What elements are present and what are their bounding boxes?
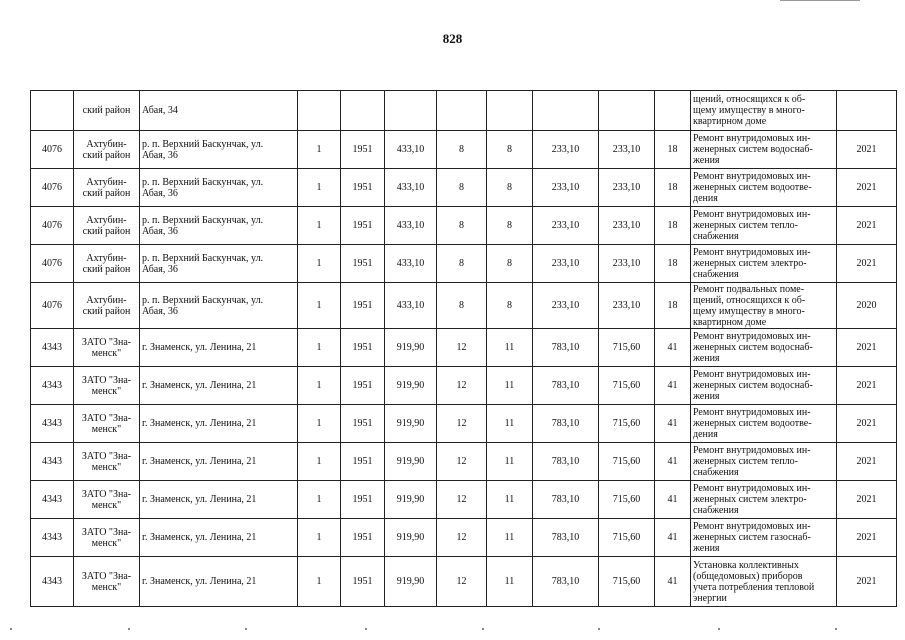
work-type-cell: Ремонт внутридомовых ин- женерных систем водоснаб- жения [691,131,837,169]
table-row [31,329,897,367]
count-cell [298,91,341,131]
count-cell: 1 [298,557,341,607]
row-id: 4343 [31,481,74,519]
private-area-cell: 715,60 [599,519,655,557]
units-cell: 8 [487,169,533,207]
table-row [31,443,897,481]
district-cell: Ахтубин- ский район [74,283,140,329]
page-number: 828 [442,31,463,46]
living-area-cell: 233,10 [533,131,599,169]
count-cell: 1 [298,405,341,443]
work-type-cell: Ремонт внутридомовых ин- женерных систем тепло- снабжения [691,207,837,245]
table-body [31,91,897,607]
units-cell: 8 [487,245,533,283]
row-id: 4076 [31,131,74,169]
row-id: 4076 [31,283,74,329]
scan-dot [365,628,367,630]
table-row [31,245,897,283]
scan-dot [245,628,247,630]
total-area-cell: 433,10 [385,207,437,245]
table-row [31,405,897,443]
build-year-cell: 1951 [341,367,385,405]
floors-cell: 8 [437,169,487,207]
units-cell: 11 [487,557,533,607]
living-area-cell: 783,10 [533,519,599,557]
address-cell: р. п. Верхний Баскунчак, ул. Абая, 36 [140,245,298,283]
units-cell: 11 [487,367,533,405]
units-cell: 11 [487,405,533,443]
count-cell: 1 [298,283,341,329]
private-area-cell: 233,10 [599,131,655,169]
residents-cell: 41 [655,367,691,405]
count-cell: 1 [298,367,341,405]
plan-year-cell: 2021 [837,169,897,207]
scan-dot [835,628,837,630]
build-year-cell: 1951 [341,283,385,329]
private-area-cell: 233,10 [599,169,655,207]
work-type-cell: Ремонт внутридомовых ин- женерных систем электро- снабжения [691,481,837,519]
residents-cell: 41 [655,481,691,519]
units-cell: 8 [487,283,533,329]
row-id [31,91,74,131]
living-area-cell: 783,10 [533,481,599,519]
private-area-cell: 233,10 [599,245,655,283]
district-cell: ский район [74,91,140,131]
plan-year-cell: 2021 [837,443,897,481]
units-cell: 11 [487,519,533,557]
address-cell: р. п. Верхний Баскунчак, ул. Абая, 36 [140,207,298,245]
work-type-cell: Ремонт внутридомовых ин- женерных систем газоснаб- жения [691,519,837,557]
living-area-cell: 783,10 [533,367,599,405]
table-row [31,91,897,131]
scan-dot [718,628,720,630]
private-area-cell: 233,10 [599,283,655,329]
build-year-cell: 1951 [341,557,385,607]
build-year-cell: 1951 [341,329,385,367]
floors-cell: 12 [437,405,487,443]
living-area-cell: 783,10 [533,557,599,607]
address-cell: г. Знаменск, ул. Ленина, 21 [140,519,298,557]
scan-edge-marks [0,628,905,632]
address-cell: г. Знаменск, ул. Ленина, 21 [140,329,298,367]
district-cell: ЗАТО "Зна- менск" [74,405,140,443]
residents-cell [655,91,691,131]
plan-year-cell: 2021 [837,367,897,405]
total-area-cell: 919,90 [385,329,437,367]
district-cell: Ахтубин- ский район [74,245,140,283]
work-type-cell: Ремонт внутридомовых ин- женерных систем водоотве- дения [691,405,837,443]
total-area-cell: 919,90 [385,405,437,443]
residents-cell: 18 [655,207,691,245]
work-type-cell: Ремонт внутридомовых ин- женерных систем электро- снабжения [691,245,837,283]
table-row [31,481,897,519]
build-year-cell: 1951 [341,481,385,519]
district-cell: ЗАТО "Зна- менск" [74,329,140,367]
district-cell: Ахтубин- ский район [74,207,140,245]
district-cell: Ахтубин- ский район [74,131,140,169]
floors-cell [437,91,487,131]
total-area-cell: 919,90 [385,367,437,405]
units-cell: 11 [487,443,533,481]
count-cell: 1 [298,481,341,519]
header-rule [780,0,860,1]
plan-year-cell: 2021 [837,207,897,245]
district-cell: ЗАТО "Зна- менск" [74,557,140,607]
address-cell: г. Знаменск, ул. Ленина, 21 [140,367,298,405]
residents-cell: 18 [655,245,691,283]
plan-year-cell: 2021 [837,481,897,519]
row-id: 4343 [31,557,74,607]
units-cell: 11 [487,329,533,367]
residents-cell: 18 [655,131,691,169]
row-id: 4076 [31,245,74,283]
registry-table [30,90,897,607]
total-area-cell: 433,10 [385,245,437,283]
address-cell: г. Знаменск, ул. Ленина, 21 [140,481,298,519]
floors-cell: 12 [437,329,487,367]
private-area-cell: 715,60 [599,405,655,443]
total-area-cell: 433,10 [385,131,437,169]
work-type-cell: Ремонт внутридомовых ин- женерных систем водоснаб- жения [691,367,837,405]
floors-cell: 12 [437,443,487,481]
total-area-cell [385,91,437,131]
row-id: 4343 [31,329,74,367]
scan-dot [598,628,600,630]
table-row [31,169,897,207]
total-area-cell: 919,90 [385,481,437,519]
plan-year-cell: 2021 [837,405,897,443]
floors-cell: 12 [437,367,487,405]
count-cell: 1 [298,329,341,367]
address-cell: р. п. Верхний Баскунчак, ул. Абая, 36 [140,169,298,207]
private-area-cell: 233,10 [599,207,655,245]
table-row [31,367,897,405]
units-cell: 8 [487,131,533,169]
floors-cell: 12 [437,519,487,557]
units-cell [487,91,533,131]
district-cell: ЗАТО "Зна- менск" [74,519,140,557]
count-cell: 1 [298,519,341,557]
total-area-cell: 919,90 [385,557,437,607]
residents-cell: 41 [655,443,691,481]
address-cell: г. Знаменск, ул. Ленина, 21 [140,557,298,607]
residents-cell: 18 [655,283,691,329]
floors-cell: 8 [437,283,487,329]
living-area-cell: 233,10 [533,207,599,245]
units-cell: 8 [487,207,533,245]
private-area-cell: 715,60 [599,481,655,519]
plan-year-cell: 2021 [837,329,897,367]
units-cell: 11 [487,481,533,519]
district-cell: ЗАТО "Зна- менск" [74,367,140,405]
floors-cell: 12 [437,557,487,607]
private-area-cell: 715,60 [599,443,655,481]
total-area-cell: 433,10 [385,169,437,207]
count-cell: 1 [298,207,341,245]
count-cell: 1 [298,169,341,207]
address-cell: р. п. Верхний Баскунчак, ул. Абая, 36 [140,283,298,329]
address-cell: Абая, 34 [140,91,298,131]
living-area-cell: 233,10 [533,245,599,283]
private-area-cell [599,91,655,131]
plan-year-cell [837,91,897,131]
table-row [31,207,897,245]
address-cell: г. Знаменск, ул. Ленина, 21 [140,443,298,481]
scan-dot [10,628,12,630]
table-row [31,557,897,607]
plan-year-cell: 2021 [837,245,897,283]
district-cell: Ахтубин- ский район [74,169,140,207]
work-type-cell: Ремонт внутридомовых ин- женерных систем тепло- снабжения [691,443,837,481]
build-year-cell: 1951 [341,131,385,169]
residents-cell: 41 [655,519,691,557]
living-area-cell: 783,10 [533,405,599,443]
row-id: 4343 [31,367,74,405]
work-type-cell: Установка коллективных (общедомовых) приборов учета потребления тепловой энергии [691,557,837,607]
address-cell: г. Знаменск, ул. Ленина, 21 [140,405,298,443]
row-id: 4076 [31,207,74,245]
total-area-cell: 433,10 [385,283,437,329]
floors-cell: 8 [437,245,487,283]
residents-cell: 41 [655,329,691,367]
row-id: 4343 [31,405,74,443]
build-year-cell: 1951 [341,245,385,283]
scan-dot [128,628,130,630]
floors-cell: 8 [437,207,487,245]
count-cell: 1 [298,443,341,481]
living-area-cell: 783,10 [533,443,599,481]
table-row [31,283,897,329]
count-cell: 1 [298,245,341,283]
scan-dot [482,628,484,630]
private-area-cell: 715,60 [599,329,655,367]
floors-cell: 8 [437,131,487,169]
plan-year-cell: 2021 [837,557,897,607]
residents-cell: 41 [655,405,691,443]
build-year-cell: 1951 [341,207,385,245]
work-type-cell: Ремонт внутридомовых ин- женерных систем водоотве- дения [691,169,837,207]
private-area-cell: 715,60 [599,557,655,607]
build-year-cell: 1951 [341,169,385,207]
build-year-cell: 1951 [341,519,385,557]
build-year-cell: 1951 [341,405,385,443]
living-area-cell: 233,10 [533,283,599,329]
table-row [31,131,897,169]
plan-year-cell: 2021 [837,131,897,169]
district-cell: ЗАТО "Зна- менск" [74,481,140,519]
build-year-cell: 1951 [341,443,385,481]
living-area-cell: 233,10 [533,169,599,207]
work-type-cell: Ремонт внутридомовых ин- женерных систем водоснаб- жения [691,329,837,367]
build-year-cell [341,91,385,131]
living-area-cell: 783,10 [533,329,599,367]
floors-cell: 12 [437,481,487,519]
count-cell: 1 [298,131,341,169]
work-type-cell: щений, относящихся к об- щему имуществу в много- квартирном доме [691,91,837,131]
row-id: 4343 [31,443,74,481]
address-cell: р. п. Верхний Баскунчак, ул. Абая, 36 [140,131,298,169]
work-type-cell: Ремонт подвальных поме- щений, относящихся к об- щему имуществу в много- квартирном доме [691,283,837,329]
plan-year-cell: 2021 [837,519,897,557]
row-id: 4076 [31,169,74,207]
row-id: 4343 [31,519,74,557]
living-area-cell [533,91,599,131]
residents-cell: 18 [655,169,691,207]
table-row [31,519,897,557]
total-area-cell: 919,90 [385,519,437,557]
private-area-cell: 715,60 [599,367,655,405]
residents-cell: 41 [655,557,691,607]
total-area-cell: 919,90 [385,443,437,481]
plan-year-cell: 2020 [837,283,897,329]
district-cell: ЗАТО "Зна- менск" [74,443,140,481]
